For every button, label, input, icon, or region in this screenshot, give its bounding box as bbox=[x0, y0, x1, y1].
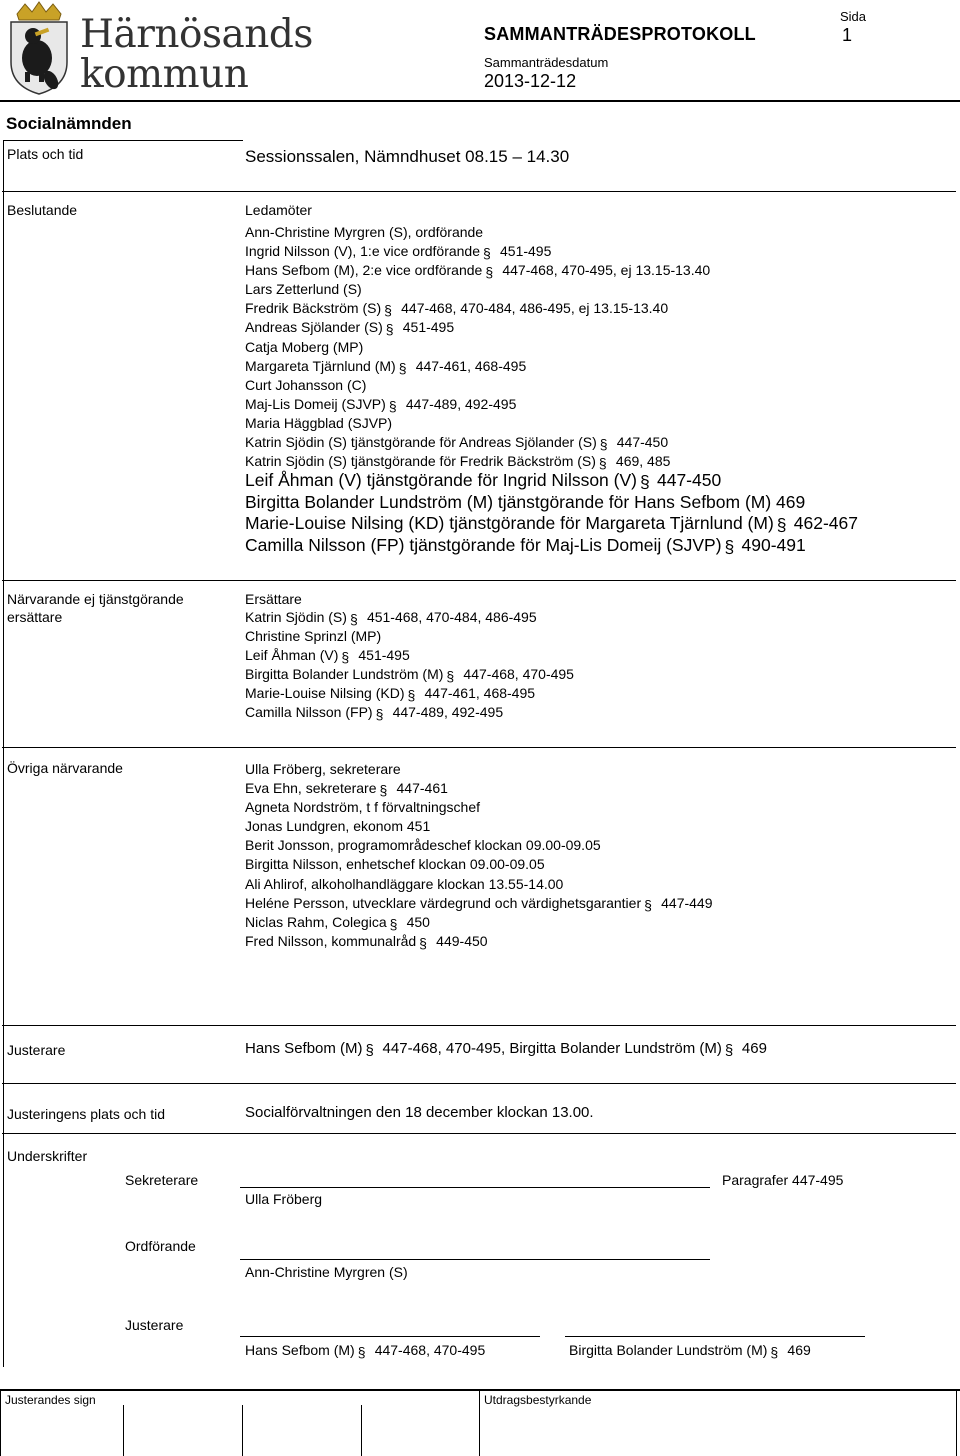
paragraph-sign-icon: § bbox=[389, 915, 398, 932]
adjustment-place-label: Justeringens plats och tid bbox=[7, 1106, 165, 1122]
paragraph-sign-icon: § bbox=[419, 934, 427, 951]
substitutes-heading: Ersättare bbox=[245, 591, 302, 607]
list-item-text: Ann-Christine Myrgren (S), ordförande bbox=[245, 224, 484, 240]
list-item-text: Maria Häggblad (SJVP) bbox=[245, 414, 393, 431]
paragraph-sign-icon: § bbox=[724, 536, 735, 557]
list-item bbox=[245, 646, 574, 665]
list-item bbox=[245, 817, 713, 836]
adjusters-label: Justerare bbox=[7, 1042, 66, 1058]
paragraph-sign-icon: § bbox=[385, 321, 394, 338]
footer-box-line bbox=[361, 1405, 362, 1456]
paragraph-sign-icon: § bbox=[388, 397, 397, 414]
list-item bbox=[245, 261, 710, 280]
list-item bbox=[245, 223, 710, 242]
paragraph-sign-icon: § bbox=[446, 668, 455, 685]
list-item-paragraphs: 447-468, 470-484, 486-495, ej 13.15-13.40 bbox=[401, 300, 669, 317]
list-item-text: Heléne Persson, utvecklare värdegrund och värdighetsgarantier bbox=[245, 894, 642, 911]
logo-line-1: Härnösands bbox=[80, 12, 313, 57]
list-item bbox=[245, 798, 713, 817]
list-item-text: Andreas Sjölander (S) bbox=[245, 319, 383, 336]
list-item-paragraphs: 451-495 bbox=[402, 319, 455, 336]
list-item bbox=[245, 452, 710, 471]
list-item-text: Margareta Tjärnlund (M) bbox=[245, 357, 396, 374]
list-item bbox=[245, 414, 710, 433]
adjuster-1: Hans Sefbom (M) bbox=[245, 1040, 363, 1057]
list-item bbox=[245, 855, 713, 874]
list-item-text: Birgitta Nilsson, enhetschef klockan 09.00-09.05 bbox=[245, 856, 545, 873]
list-item-paragraphs: 447-468, 470-495, ej 13.15-13.40 bbox=[502, 262, 711, 279]
footer-rule bbox=[0, 1389, 960, 1391]
list-item-paragraphs: 469, 485 bbox=[615, 453, 671, 470]
committee-name: Socialnämnden bbox=[6, 114, 132, 133]
header-rule bbox=[0, 100, 960, 102]
paragraph-sign-icon: § bbox=[776, 515, 787, 535]
adjuster-2-signature-line bbox=[565, 1336, 865, 1337]
section-divider bbox=[2, 747, 956, 748]
list-item-text: Katrin Sjödin (S) tjänstgörande för Andreas Sjölander (S) bbox=[245, 434, 597, 451]
list-item bbox=[245, 513, 858, 535]
paragraph-sign-icon: § bbox=[598, 455, 607, 472]
list-item bbox=[245, 318, 710, 337]
list-item bbox=[245, 280, 710, 299]
paragraph-sign-icon: § bbox=[770, 1344, 779, 1360]
list-item-text: Niclas Rahm, Colegica bbox=[245, 913, 387, 930]
list-item-text: Hans Sefbom (M), 2:e vice ordförande bbox=[245, 262, 483, 279]
non-serving-substitutes-label-2: ersättare bbox=[7, 609, 63, 625]
paragraph-sign-icon: § bbox=[384, 302, 392, 319]
list-item bbox=[245, 836, 713, 855]
paragraphs-range: Paragrafer 447-495 bbox=[722, 1172, 844, 1188]
paragraph-sign-icon: § bbox=[485, 264, 494, 281]
list-item-paragraphs: 447-450 bbox=[616, 434, 669, 451]
adjuster-1-paragraphs: 447-468, 470-495 bbox=[374, 1342, 486, 1358]
list-item-text: Camilla Nilsson (FP) tjänstgörande för Maj-Lis Domeij (SJVP) bbox=[245, 534, 722, 555]
adjuster-1-signature-line bbox=[240, 1336, 540, 1337]
list-item-text: Lars Zetterlund (S) bbox=[245, 281, 362, 298]
decision-makers-list bbox=[245, 223, 710, 471]
paragraph-sign-icon: § bbox=[398, 359, 407, 376]
list-item-text: Catja Moberg (MP) bbox=[245, 338, 364, 355]
section-divider bbox=[3, 140, 243, 141]
others-present-label: Övriga närvarande bbox=[7, 760, 123, 776]
adjuster-1-signature bbox=[245, 1341, 485, 1360]
list-item bbox=[245, 357, 710, 376]
list-item-text: Fredrik Bäckström (S) bbox=[245, 300, 382, 317]
list-item-text: Camilla Nilsson (FP) bbox=[245, 704, 373, 721]
list-item-paragraphs: 447-461, 468-495 bbox=[424, 685, 536, 702]
list-item-paragraphs: 447-450 bbox=[656, 470, 722, 490]
list-item-text: Curt Johansson (C) bbox=[245, 376, 367, 393]
list-item bbox=[245, 760, 713, 779]
list-item-text: Leif Åhman (V) bbox=[245, 647, 339, 664]
meeting-date: 2013-12-12 bbox=[484, 71, 577, 91]
adjusters-sign-label: Justerandes sign bbox=[5, 1393, 96, 1407]
adjuster-2-signature bbox=[569, 1341, 811, 1360]
place-time-label: Plats och tid bbox=[7, 146, 84, 162]
section-divider bbox=[2, 191, 956, 192]
list-item-text: Maj-Lis Domeij (SJVP) bbox=[245, 395, 386, 412]
list-item bbox=[245, 665, 574, 684]
list-item-paragraphs: 447-468, 470-495 bbox=[463, 666, 574, 683]
list-item bbox=[245, 894, 713, 913]
list-item bbox=[245, 608, 574, 627]
list-item-paragraphs: 462-467 bbox=[793, 513, 859, 533]
page-label: Sida bbox=[840, 9, 867, 24]
chairman-signature-line bbox=[240, 1259, 710, 1260]
paragraph-sign-icon: § bbox=[639, 472, 650, 492]
list-item-text: Agneta Nordström, t f förvaltningschef bbox=[245, 799, 480, 816]
paragraph-sign-icon: § bbox=[483, 245, 491, 262]
secretary-signature-line bbox=[240, 1187, 710, 1188]
footer-box-line bbox=[123, 1405, 124, 1456]
substitutes-list bbox=[245, 608, 574, 723]
signatures-label: Underskrifter bbox=[7, 1148, 88, 1164]
list-item bbox=[245, 242, 710, 261]
list-item-text: Katrin Sjödin (S) tjänstgörande för Fredrik Bäckström (S) bbox=[245, 453, 596, 470]
list-item-text: Eva Ehn, sekreterare bbox=[245, 780, 377, 797]
footer-box-line bbox=[0, 1391, 1, 1456]
list-item-text: Katrin Sjödin (S) bbox=[245, 609, 347, 625]
list-item-paragraphs: 490-491 bbox=[741, 534, 806, 555]
section-divider bbox=[2, 1083, 956, 1084]
list-item-paragraphs: 451-468, 470-484, 486-495 bbox=[366, 609, 537, 625]
paragraph-sign-icon: § bbox=[365, 1042, 374, 1059]
list-item-paragraphs: 447-489, 492-495 bbox=[405, 395, 517, 412]
secretary-name: Ulla Fröberg bbox=[245, 1191, 323, 1207]
paragraph-sign-icon: § bbox=[644, 896, 652, 913]
list-item-text: Leif Åhman (V) tjänstgörande för Ingrid Nilsson (V) bbox=[245, 470, 637, 490]
chairman-name: Ann-Christine Myrgren (S) bbox=[245, 1264, 408, 1280]
list-item-paragraphs: 449-450 bbox=[436, 932, 488, 949]
paragraph-sign-icon: § bbox=[599, 436, 608, 453]
list-item bbox=[245, 492, 858, 514]
list-item-text: Marie-Louise Nilsing (KD) tjänstgörande för Margareta Tjärnlund (M) bbox=[245, 513, 774, 533]
list-item-paragraphs: 450 bbox=[406, 913, 430, 930]
adjuster-2-paragraphs: 469 bbox=[741, 1040, 767, 1057]
certified-extract-label: Utdragsbestyrkande bbox=[484, 1393, 592, 1407]
paragraph-sign-icon: § bbox=[357, 1344, 366, 1360]
list-item-paragraphs: 447-489, 492-495 bbox=[392, 704, 504, 721]
list-item bbox=[245, 703, 574, 722]
municipal-coat-of-arms-logo bbox=[5, 0, 73, 96]
paragraph-sign-icon: § bbox=[379, 782, 388, 799]
others-present-list bbox=[245, 760, 713, 951]
list-item-text: Marie-Louise Nilsing (KD) bbox=[245, 685, 405, 702]
list-item-text: Ulla Fröberg, sekreterare bbox=[245, 761, 401, 777]
list-item-paragraphs: 447-449 bbox=[661, 894, 713, 911]
list-item bbox=[245, 299, 710, 318]
adjuster-signature-label: Justerare bbox=[125, 1317, 184, 1333]
logo-line-2: kommun bbox=[80, 52, 249, 97]
paragraph-sign-icon: § bbox=[407, 687, 416, 704]
paragraph-sign-icon: § bbox=[349, 611, 358, 627]
place-time-value: Sessionssalen, Nämndhuset 08.15 – 14.30 bbox=[245, 147, 570, 166]
list-item bbox=[245, 627, 574, 646]
list-item bbox=[245, 433, 710, 452]
list-item bbox=[245, 779, 713, 798]
section-divider bbox=[2, 1025, 956, 1026]
decision-makers-label: Beslutande bbox=[7, 202, 78, 218]
list-item bbox=[245, 395, 710, 414]
list-item bbox=[245, 338, 710, 357]
list-item-text: Fred Nilsson, kommunalråd bbox=[245, 932, 417, 949]
list-item-paragraphs: 447-461 bbox=[396, 780, 448, 797]
document-title: SAMMANTRÄDESPROTOKOLL bbox=[484, 24, 756, 44]
list-item-paragraphs: 447-461, 468-495 bbox=[415, 357, 527, 374]
list-item-paragraphs: 451-495 bbox=[500, 243, 552, 260]
footer-box-line bbox=[479, 1391, 480, 1456]
footer-box-line bbox=[956, 1391, 957, 1456]
paragraph-sign-icon: § bbox=[724, 1042, 734, 1059]
list-item-paragraphs: 451-495 bbox=[358, 647, 410, 664]
list-item bbox=[245, 684, 574, 703]
substitute-serving-list bbox=[245, 470, 858, 556]
section-divider bbox=[2, 580, 956, 581]
adjuster-2-name: Birgitta Bolander Lundström (M) bbox=[569, 1342, 768, 1358]
chairman-label: Ordförande bbox=[125, 1238, 196, 1254]
left-frame-line bbox=[3, 140, 4, 1367]
list-item-text: Birgitta Bolander Lundström (M) bbox=[245, 666, 444, 683]
adjuster-1-name: Hans Sefbom (M) bbox=[245, 1342, 355, 1358]
non-serving-substitutes-label: Närvarande ej tjänstgörande bbox=[7, 591, 184, 607]
adjuster-2-paragraphs: 469 bbox=[787, 1342, 811, 1358]
list-item bbox=[245, 875, 713, 894]
secretary-label: Sekreterare bbox=[125, 1172, 199, 1188]
adjustment-place-value: Socialförvaltningen den 18 december klockan 13.00. bbox=[245, 1104, 594, 1121]
list-item-text: Christine Sprinzl (MP) bbox=[245, 628, 382, 645]
list-item bbox=[245, 376, 710, 395]
footer-box-line bbox=[242, 1405, 243, 1456]
meeting-date-label: Sammanträdesdatum bbox=[484, 55, 609, 70]
list-item bbox=[245, 470, 858, 492]
paragraph-sign-icon: § bbox=[341, 649, 350, 666]
list-item-text: Birgitta Bolander Lundström (M) tjänstgörande för Hans Sefbom (M) 469 bbox=[245, 491, 806, 512]
adjusters-value bbox=[245, 1039, 767, 1058]
adjusters-paragraphs: 447-468, 470-495, Birgitta Bolander Lundström (M) bbox=[382, 1040, 722, 1057]
paragraph-sign-icon: § bbox=[375, 706, 384, 723]
list-item bbox=[245, 932, 713, 951]
section-divider bbox=[2, 1133, 956, 1134]
members-heading: Ledamöter bbox=[245, 202, 312, 218]
list-item bbox=[245, 535, 858, 557]
list-item bbox=[245, 913, 713, 932]
list-item-text: Berit Jonsson, programområdeschef klockan 09.00-09.05 bbox=[245, 837, 601, 854]
list-item-text: Ali Ahlirof, alkoholhandläggare klockan 13.55-14.00 bbox=[245, 875, 564, 892]
page-number: 1 bbox=[842, 25, 853, 45]
list-item-text: Jonas Lundgren, ekonom 451 bbox=[245, 818, 431, 835]
list-item-text: Ingrid Nilsson (V), 1:e vice ordförande bbox=[245, 243, 480, 260]
